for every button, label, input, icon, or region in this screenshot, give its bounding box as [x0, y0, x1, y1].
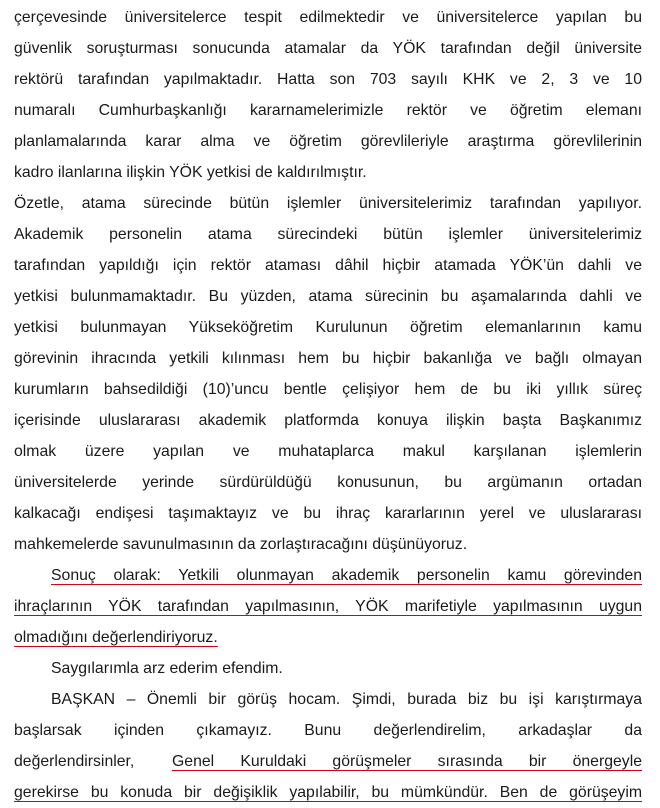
speaker-line: başlarsak içinden çıkamayız. Bunu değerlendirelim, arkadaşlar da	[14, 722, 642, 739]
closing-line: Saygılarımla arz ederim efendim.	[51, 660, 283, 677]
paragraph-line: rektörü tarafından yapılmaktadır. Hatta son 703 sayılı KHK ve 2, 3 ve 10	[14, 71, 642, 88]
paragraph-line: mahkemelerde savunulmasının da zorlaştıracağını düşünüyoruz.	[14, 536, 468, 553]
paragraph-line: yetkisi bulunmayan Yükseköğretim Kurulunun öğretim elemanlarının kamu	[14, 319, 642, 336]
paragraph-line: kurumların bahsedildiği (10)’uncu bentle çelişiyor hem de bu iki yıllık süreç	[14, 381, 642, 398]
underlined-proposal-line: Genel Kuruldaki görüşmeler sırasında bir önergeyle	[172, 753, 642, 770]
paragraph-line: kalkacağı endişesi taşımaktayız ve bu ihraç kararlarının yerel ve uluslararası	[14, 505, 642, 522]
paragraph-line: Akademik personelin atama sürecindeki bütün işlemler üniversitelerimiz	[14, 226, 642, 243]
underlined-conclusion-line: Sonuç olarak: Yetkili olunmayan akademik personelin kamu görevinden	[51, 567, 642, 584]
speaker-line-start: değerlendirsinler,	[14, 753, 135, 770]
paragraph-line: tarafından yapıldığı için rektör ataması dâhil hiçbir atamada YÖK’ün dahli ve	[14, 257, 642, 274]
paragraph-line: olmak üzere yapılan ve muhataplarca makul karşılanan işlemlerin	[14, 443, 642, 460]
paragraph-line: çerçevesinde üniversitelerce tespit edilmektedir ve üniversitelerce yapılan bu	[14, 9, 642, 26]
paragraph-line: kadro ilanlarına ilişkin YÖK yetkisi de kaldırılmıştır.	[14, 164, 367, 181]
paragraph-line: Özetle, atama sürecinde bütün işlemler üniversitelerimiz tarafından yapılıyor.	[14, 195, 642, 212]
underlined-proposal-line: gerekirse bu konuda bir değişiklik yapılabilir, bu mümkündür. Ben de görüşeyim	[14, 784, 642, 801]
underlined-conclusion-line: olmadığını değerlendiriyoruz.	[14, 629, 218, 646]
paragraph-line: içerisinde uluslararası akademik platformda konuya ilişkin başta Başkanımız	[14, 412, 642, 429]
paragraph-line: numaralı Cumhurbaşkanlığı kararnamelerimizle rektör ve öğretim elemanı	[14, 102, 642, 119]
paragraph-line: güvenlik soruşturması sonucunda atamalar da YÖK tarafından değil üniversite	[14, 40, 642, 57]
underlined-conclusion-line: ihraçlarının YÖK tarafından yapılmasının, YÖK marifetiyle yapılmasının uygun	[14, 598, 642, 615]
paragraph-line: görevinin ihracında yetkili kılınması hem bu hiçbir bakanlığa ve bağlı olmayan	[14, 350, 642, 367]
paragraph-line: üniversitelerde yerinde sürdürüldüğü konusunun, bu argümanın ortadan	[14, 474, 642, 491]
paragraph-line: planlamalarında karar alma ve öğretim görevlileriyle araştırma görevlilerinin	[14, 133, 642, 150]
paragraph-line: yetkisi bulunmamaktadır. Bu yüzden, atama sürecinin bu aşamalarında dahli ve	[14, 288, 642, 305]
speaker-line: BAŞKAN – Önemli bir görüş hocam. Şimdi, burada biz bu işi karıştırmaya	[51, 691, 642, 708]
